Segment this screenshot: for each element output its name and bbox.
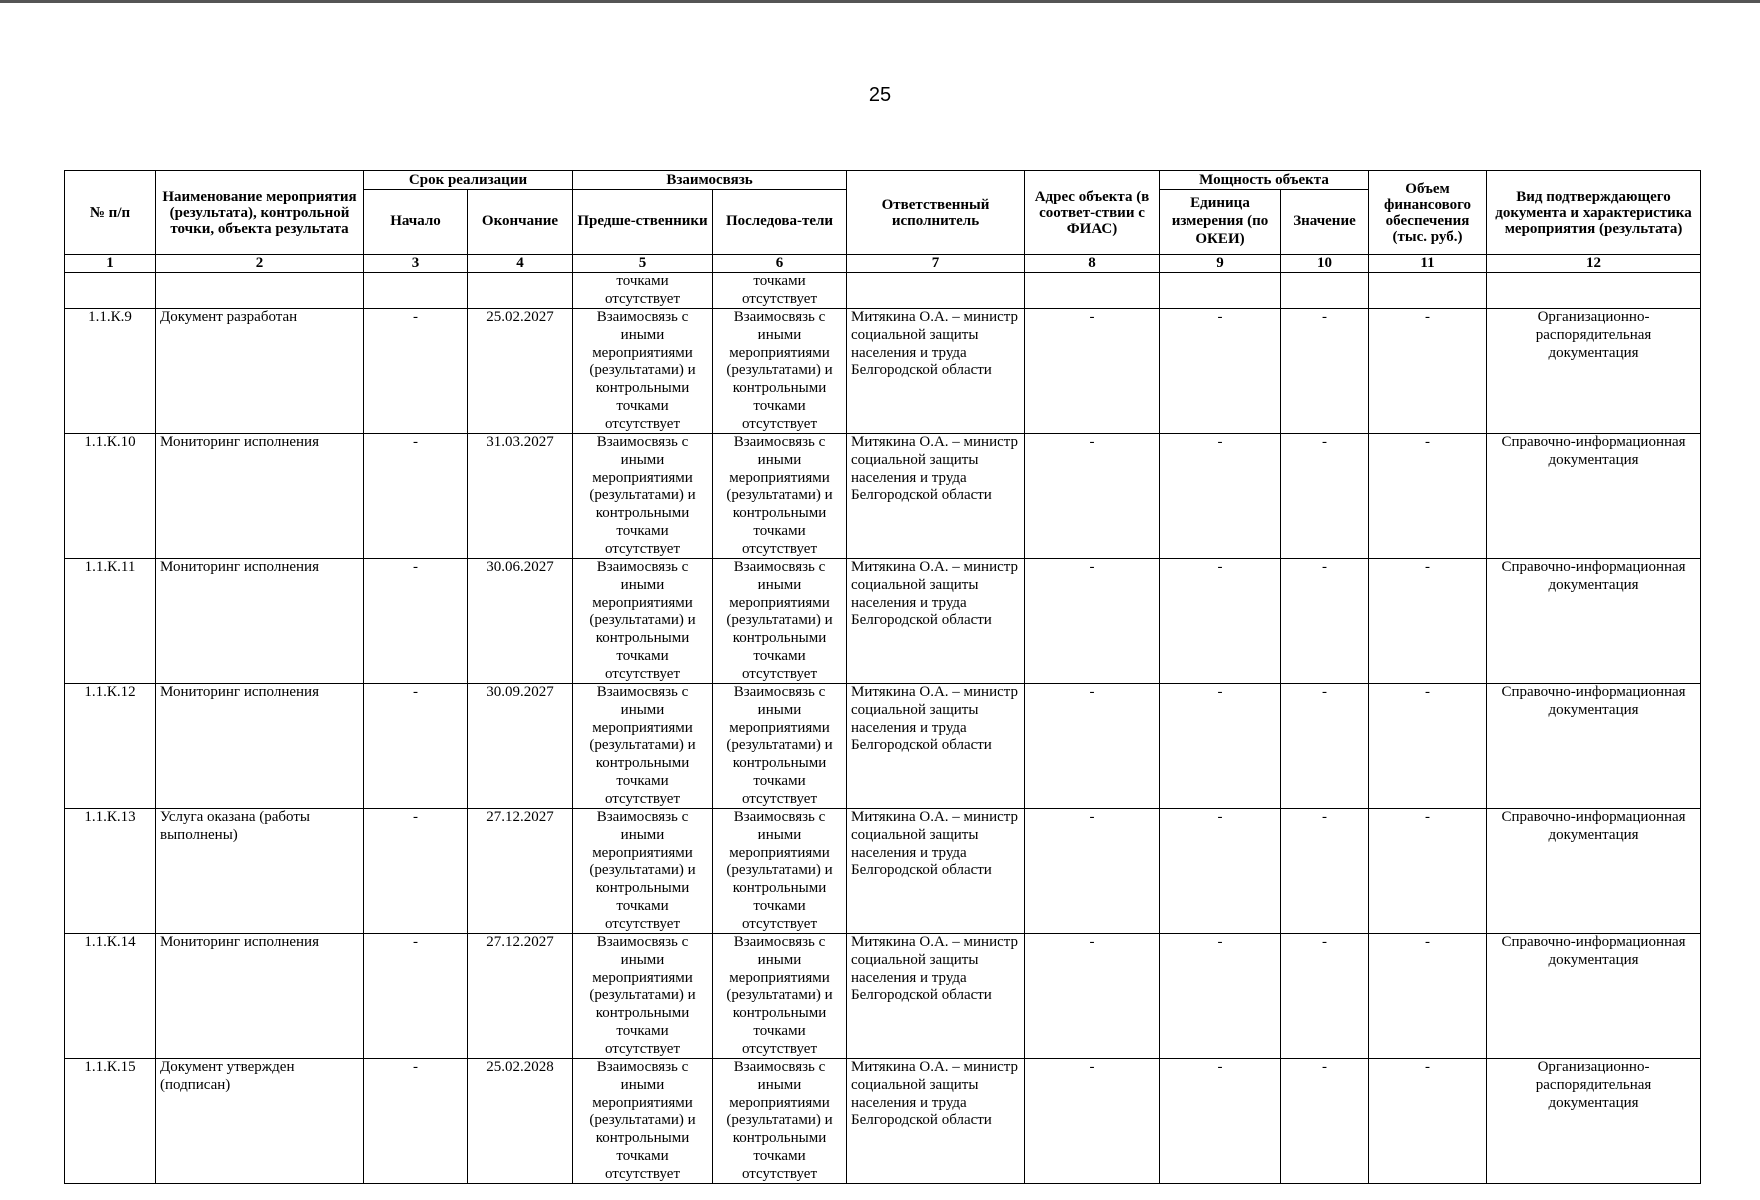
cell-address: - (1025, 309, 1160, 434)
header-unit: Единица измерения (по ОКЕИ) (1160, 190, 1281, 255)
column-number: 4 (468, 255, 573, 273)
header-successors: Последова-тели (713, 190, 847, 255)
cell-address: - (1025, 934, 1160, 1059)
cell-predecessors: Взаимосвязь с иными мероприятиями (результатами) и контрольными точками отсутствует (573, 934, 713, 1059)
header-row-1 (65, 171, 1701, 190)
cell-end: 25.02.2028 (468, 1059, 573, 1184)
cell-doc-type: Справочно-информационная документация (1487, 934, 1701, 1059)
cell-doc-type: Организационно-распорядительная документация (1487, 309, 1701, 434)
cell-responsible: Митякина О.А. – министр социальной защиты населения и труда Белгородской области (847, 434, 1025, 559)
cell-unit: - (1160, 934, 1281, 1059)
cell-empty (468, 273, 573, 309)
cell-successors: Взаимосвязь с иными мероприятиями (результатами) и контрольными точками отсутствует (713, 684, 847, 809)
cell-code: 1.1.К.15 (65, 1059, 156, 1184)
header-predecessors: Предше-ственники (573, 190, 713, 255)
column-number: 10 (1281, 255, 1369, 273)
cell-empty (364, 273, 468, 309)
header-relation: Взаимосвязь (573, 171, 847, 190)
cell-predecessors: Взаимосвязь с иными мероприятиями (результатами) и контрольными точками отсутствует (573, 1059, 713, 1184)
cell-predecessors: Взаимосвязь с иными мероприятиями (результатами) и контрольными точками отсутствует (573, 559, 713, 684)
cell-value: - (1281, 434, 1369, 559)
header-num: № п/п (65, 171, 156, 255)
cell-successors: Взаимосвязь с иными мероприятиями (результатами) и контрольными точками отсутствует (713, 434, 847, 559)
cell-successors: Взаимосвязь с иными мероприятиями (результатами) и контрольными точками отсутствует (713, 309, 847, 434)
cell-code: 1.1.К.13 (65, 809, 156, 934)
cell-start: - (364, 559, 468, 684)
cell-unit: - (1160, 309, 1281, 434)
table-row (65, 559, 1701, 684)
table-row (65, 684, 1701, 809)
cell-name: Документ утвержден (подписан) (156, 1059, 364, 1184)
header-value: Значение (1281, 190, 1369, 255)
cell-doc-type: Организационно-распорядительная документация (1487, 1059, 1701, 1184)
cell-funding: - (1369, 934, 1487, 1059)
cell-address: - (1025, 1059, 1160, 1184)
cell-empty (156, 273, 364, 309)
cell-successors: Взаимосвязь с иными мероприятиями (результатами) и контрольными точками отсутствует (713, 934, 847, 1059)
cell-doc-type: Справочно-информационная документация (1487, 684, 1701, 809)
column-number: 6 (713, 255, 847, 273)
cell-funding: - (1369, 434, 1487, 559)
column-number: 9 (1160, 255, 1281, 273)
cell-empty (1025, 273, 1160, 309)
cell-empty (1369, 273, 1487, 309)
cell-value: - (1281, 559, 1369, 684)
table-row (65, 309, 1701, 434)
cell-start: - (364, 934, 468, 1059)
cell-unit: - (1160, 684, 1281, 809)
column-number: 11 (1369, 255, 1487, 273)
cell-predecessors: Взаимосвязь с иными мероприятиями (результатами) и контрольными точками отсутствует (573, 809, 713, 934)
cell-doc-type: Справочно-информационная документация (1487, 434, 1701, 559)
cell-end: 27.12.2027 (468, 934, 573, 1059)
cell-predecessors: Взаимосвязь с иными мероприятиями (результатами) и контрольными точками отсутствует (573, 309, 713, 434)
column-number: 12 (1487, 255, 1701, 273)
header-term: Срок реализации (364, 171, 573, 190)
cell-name: Мониторинг исполнения (156, 434, 364, 559)
cell-empty (1281, 273, 1369, 309)
cell-start: - (364, 809, 468, 934)
scan-edge (0, 0, 1760, 3)
cell-responsible: Митякина О.А. – министр социальной защиты населения и труда Белгородской области (847, 1059, 1025, 1184)
header-funding: Объем финансового обеспечения (тыс. руб.) (1369, 171, 1487, 255)
cell-value: - (1281, 934, 1369, 1059)
cell-name: Услуга оказана (работы выполнены) (156, 809, 364, 934)
cell-value: - (1281, 1059, 1369, 1184)
header-address: Адрес объекта (в соответ-ствии с ФИАС) (1025, 171, 1160, 255)
cell-responsible: Митякина О.А. – министр социальной защиты населения и труда Белгородской области (847, 809, 1025, 934)
cell-name: Мониторинг исполнения (156, 684, 364, 809)
cell-funding: - (1369, 559, 1487, 684)
cell-address: - (1025, 434, 1160, 559)
cell-funding: - (1369, 309, 1487, 434)
cell-predecessors: точками отсутствует (573, 273, 713, 309)
cell-end: 25.02.2027 (468, 309, 573, 434)
cell-successors: Взаимосвязь с иными мероприятиями (результатами) и контрольными точками отсутствует (713, 559, 847, 684)
continuation-row (65, 273, 1701, 309)
cell-unit: - (1160, 1059, 1281, 1184)
cell-address: - (1025, 809, 1160, 934)
cell-value: - (1281, 309, 1369, 434)
column-number: 1 (65, 255, 156, 273)
cell-value: - (1281, 809, 1369, 934)
cell-funding: - (1369, 684, 1487, 809)
column-number: 3 (364, 255, 468, 273)
plan-table (64, 170, 1701, 1184)
header-start: Начало (364, 190, 468, 255)
cell-address: - (1025, 684, 1160, 809)
cell-unit: - (1160, 559, 1281, 684)
cell-empty (847, 273, 1025, 309)
cell-start: - (364, 434, 468, 559)
cell-responsible: Митякина О.А. – министр социальной защиты населения и труда Белгородской области (847, 934, 1025, 1059)
cell-empty (1160, 273, 1281, 309)
cell-start: - (364, 684, 468, 809)
cell-funding: - (1369, 1059, 1487, 1184)
cell-empty (1487, 273, 1701, 309)
column-number: 5 (573, 255, 713, 273)
cell-responsible: Митякина О.А. – министр социальной защиты населения и труда Белгородской области (847, 559, 1025, 684)
column-number: 8 (1025, 255, 1160, 273)
cell-successors: Взаимосвязь с иными мероприятиями (результатами) и контрольными точками отсутствует (713, 1059, 847, 1184)
cell-unit: - (1160, 434, 1281, 559)
cell-value: - (1281, 684, 1369, 809)
cell-unit: - (1160, 809, 1281, 934)
cell-end: 30.09.2027 (468, 684, 573, 809)
cell-code: 1.1.К.9 (65, 309, 156, 434)
header-capacity: Мощность объекта (1160, 171, 1369, 190)
header-responsible: Ответственный исполнитель (847, 171, 1025, 255)
table-row (65, 434, 1701, 559)
column-number: 7 (847, 255, 1025, 273)
cell-name: Мониторинг исполнения (156, 559, 364, 684)
cell-name: Мониторинг исполнения (156, 934, 364, 1059)
cell-code: 1.1.К.12 (65, 684, 156, 809)
cell-responsible: Митякина О.А. – министр социальной защиты населения и труда Белгородской области (847, 684, 1025, 809)
cell-predecessors: Взаимосвязь с иными мероприятиями (результатами) и контрольными точками отсутствует (573, 684, 713, 809)
cell-start: - (364, 309, 468, 434)
cell-empty (65, 273, 156, 309)
column-number-row (65, 255, 1701, 273)
column-number: 2 (156, 255, 364, 273)
cell-address: - (1025, 559, 1160, 684)
cell-code: 1.1.К.11 (65, 559, 156, 684)
cell-code: 1.1.К.10 (65, 434, 156, 559)
cell-doc-type: Справочно-информационная документация (1487, 559, 1701, 684)
cell-end: 31.03.2027 (468, 434, 573, 559)
cell-end: 27.12.2027 (468, 809, 573, 934)
cell-successors: точками отсутствует (713, 273, 847, 309)
header-doc-type: Вид подтверждающего документа и характеристика мероприятия (результата) (1487, 171, 1701, 255)
cell-doc-type: Справочно-информационная документация (1487, 809, 1701, 934)
header-name: Наименование мероприятия (результата), контрольной точки, объекта результата (156, 171, 364, 255)
cell-name: Документ разработан (156, 309, 364, 434)
cell-predecessors: Взаимосвязь с иными мероприятиями (результатами) и контрольными точками отсутствует (573, 434, 713, 559)
cell-funding: - (1369, 809, 1487, 934)
header-end: Окончание (468, 190, 573, 255)
cell-successors: Взаимосвязь с иными мероприятиями (результатами) и контрольными точками отсутствует (713, 809, 847, 934)
cell-end: 30.06.2027 (468, 559, 573, 684)
table-row (65, 1059, 1701, 1184)
cell-code: 1.1.К.14 (65, 934, 156, 1059)
cell-start: - (364, 1059, 468, 1184)
cell-responsible: Митякина О.А. – министр социальной защиты населения и труда Белгородской области (847, 309, 1025, 434)
table-row (65, 934, 1701, 1059)
page-number: 25 (868, 84, 892, 106)
table-row (65, 809, 1701, 934)
